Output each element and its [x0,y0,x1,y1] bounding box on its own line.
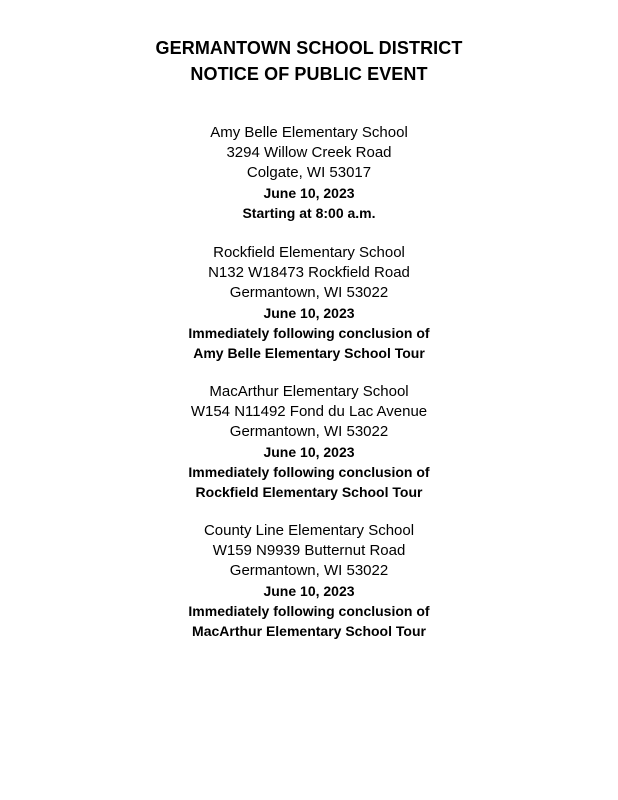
event-date: June 10, 2023 [263,185,355,201]
event-city-state-zip: Germantown, WI 53022 [229,562,389,579]
event-start-time: Starting at 8:00 a.m. [242,205,376,221]
event-county-line [0,521,618,641]
event-school-name: MacArthur Elementary School [209,383,409,400]
event-city-state-zip: Germantown, WI 53022 [229,284,389,301]
event-amy-belle [0,123,618,223]
event-school-name: Amy Belle Elementary School [210,124,408,141]
event-start-time-detail: MacArthur Elementary School Tour [192,623,426,639]
event-rockfield [0,243,618,363]
event-start-time-detail: Amy Belle Elementary School Tour [193,345,425,361]
document-title [0,35,618,87]
event-start-time: Immediately following conclusion of [188,325,430,341]
event-city-state-zip: Germantown, WI 53022 [229,423,389,440]
event-street-address: W154 N11492 Fond du Lac Avenue [190,403,428,420]
event-city-state-zip: Colgate, WI 53017 [246,164,372,181]
title-notice: NOTICE OF PUBLIC EVENT [190,64,428,84]
event-start-time: Immediately following conclusion of [188,603,430,619]
event-start-time: Immediately following conclusion of [188,464,430,480]
title-district: GERMANTOWN SCHOOL DISTRICT [155,38,463,58]
event-school-name: County Line Elementary School [203,522,415,539]
event-date: June 10, 2023 [263,444,355,460]
event-date: June 10, 2023 [263,305,355,321]
event-street-address: 3294 Willow Creek Road [226,144,392,161]
event-start-time-detail: Rockfield Elementary School Tour [195,484,423,500]
event-street-address: N132 W18473 Rockfield Road [208,264,410,281]
event-street-address: W159 N9939 Butternut Road [212,542,406,559]
event-date: June 10, 2023 [263,583,355,599]
event-school-name: Rockfield Elementary School [213,244,405,261]
event-macarthur [0,382,618,502]
